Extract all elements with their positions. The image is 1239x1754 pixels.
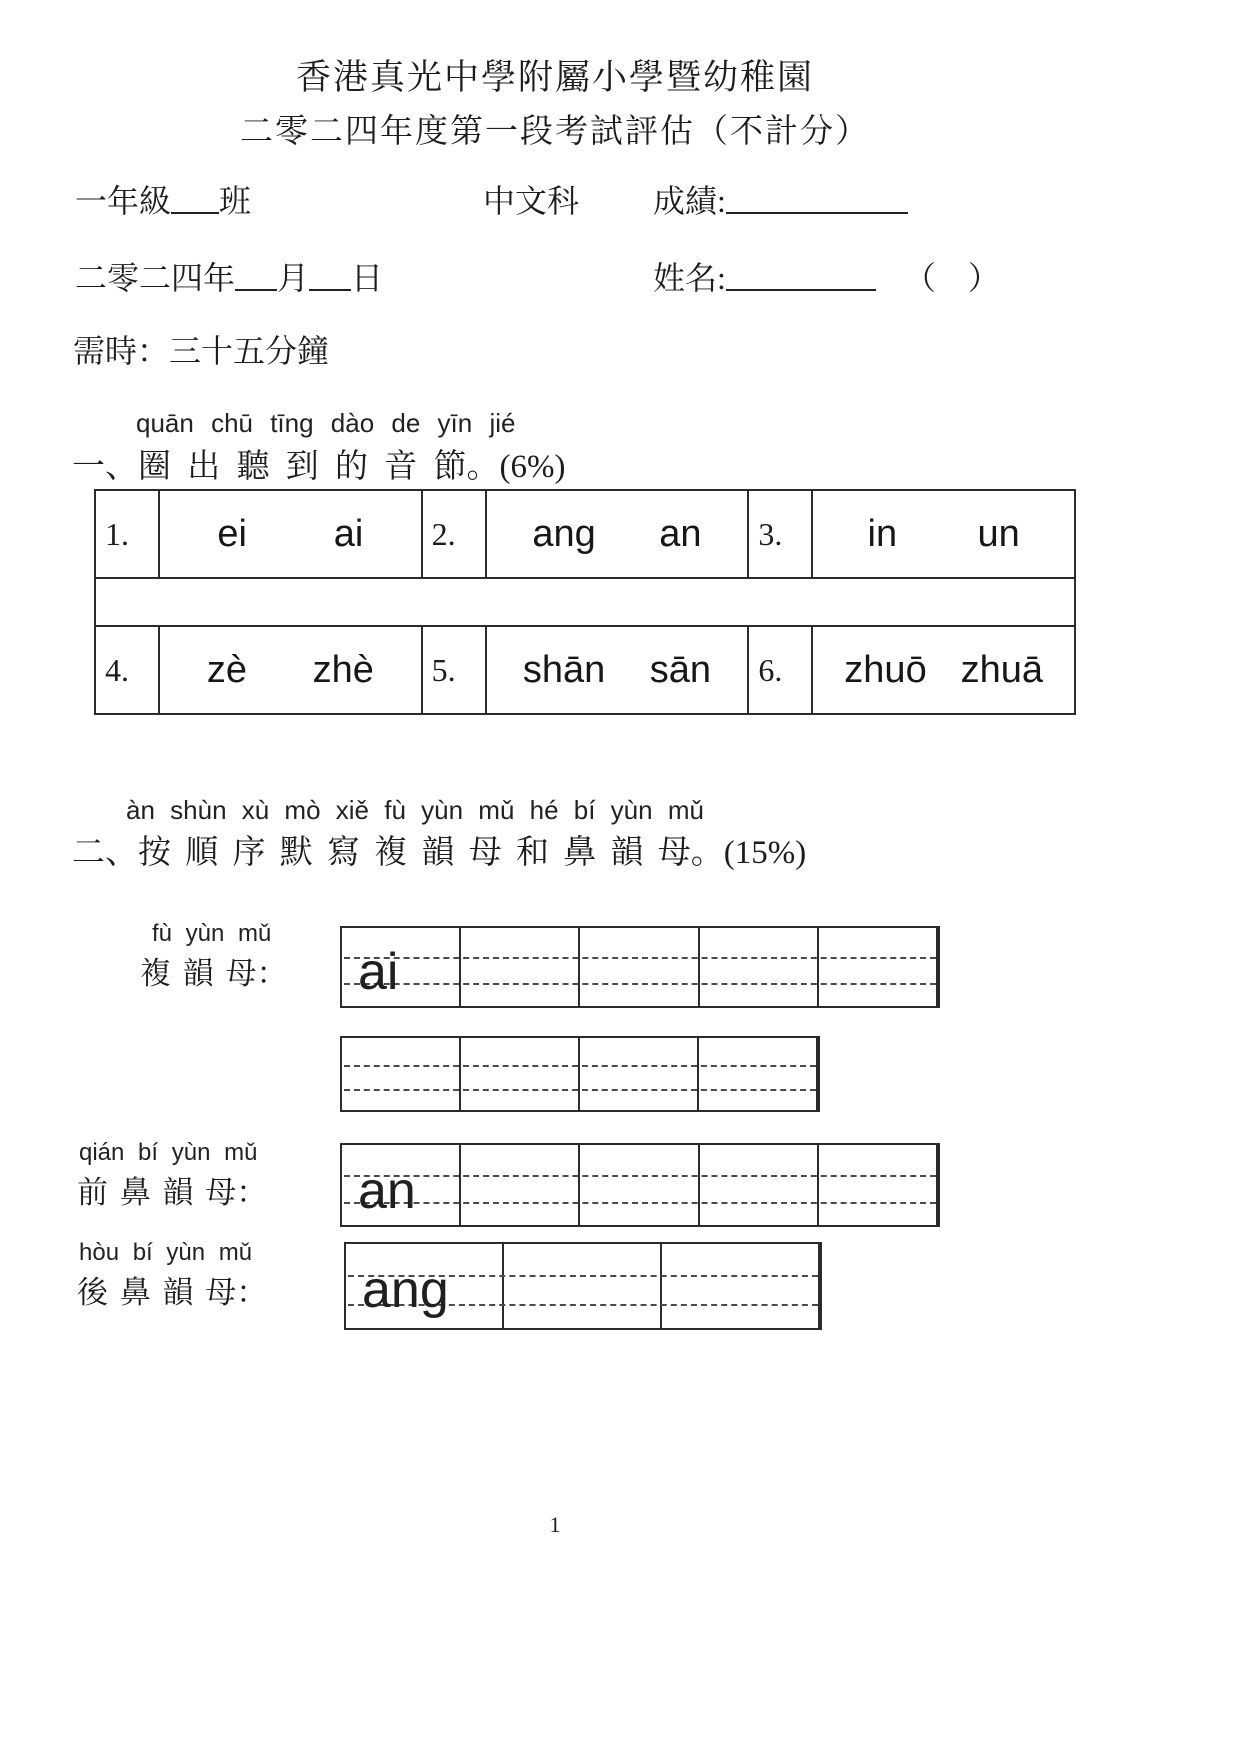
grade-label: 一年級 xyxy=(75,183,172,219)
name-blank xyxy=(726,289,876,291)
table-row xyxy=(96,627,1074,713)
listening-item-2 xyxy=(423,491,750,577)
score-blank xyxy=(726,212,908,214)
grid-cell xyxy=(461,928,580,1006)
table-spacer-row xyxy=(96,577,1074,627)
front-nasal-label: 前 鼻 韻 母： xyxy=(77,1175,268,1210)
class-suffix: 班 xyxy=(219,183,252,219)
option-a: zhuō xyxy=(844,648,927,691)
section2-pinyin: àn shùn xù mò xiě fù yùn mǔ hé bí yùn mǔ xyxy=(126,795,704,825)
grade-class-field xyxy=(75,176,251,222)
score-field xyxy=(653,176,908,222)
duration-note: 需時：三十五分鐘 xyxy=(73,333,330,369)
item-options xyxy=(160,491,421,577)
option-a: in xyxy=(867,512,898,555)
grid-cell xyxy=(342,1038,461,1110)
exam-title: 二零二四年度第一段考試評估（不計分） xyxy=(240,114,870,150)
compound-finals-pinyin: fù yùn mǔ xyxy=(152,920,272,947)
day-blank xyxy=(309,289,351,291)
writing-grid-compound-finals-row2 xyxy=(340,1036,820,1112)
option-a: shān xyxy=(522,648,606,691)
grid-cell xyxy=(504,1244,662,1328)
listening-item-4 xyxy=(96,627,423,713)
date-field xyxy=(75,253,383,299)
item-options xyxy=(487,627,748,713)
name-field xyxy=(653,253,1000,299)
item-number: 3. xyxy=(749,491,813,577)
name-brackets: （ ） xyxy=(903,260,1000,296)
back-nasal-pinyin: hòu bí yùn mǔ xyxy=(79,1239,253,1266)
option-b: ai xyxy=(333,512,364,555)
item-options xyxy=(813,627,1074,713)
answer-ang: ang xyxy=(362,1261,449,1319)
grid-cell xyxy=(346,1244,504,1328)
item-number: 4. xyxy=(96,627,160,713)
grid-cell xyxy=(700,928,819,1006)
option-b: an xyxy=(659,512,702,555)
writing-grid-front-nasal xyxy=(340,1143,940,1227)
option-b: un xyxy=(977,512,1020,555)
grid-cell xyxy=(699,1038,818,1110)
grid-cell xyxy=(819,928,938,1006)
section1-heading: 一、圈 出 聽 到 的 音 節。(6%) xyxy=(72,449,566,485)
writing-grid-compound-finals-row1 xyxy=(340,926,940,1008)
score-label: 成績: xyxy=(653,183,726,219)
item-number: 5. xyxy=(423,627,487,713)
front-nasal-pinyin: qián bí yùn mǔ xyxy=(79,1139,258,1166)
listening-item-1 xyxy=(96,491,423,577)
option-b: zhè xyxy=(312,648,374,691)
answer-an: an xyxy=(358,1162,416,1220)
page-number: 1 xyxy=(549,1512,561,1537)
grid-cell xyxy=(662,1244,820,1328)
listening-item-3 xyxy=(749,491,1074,577)
answer-ai: ai xyxy=(358,943,399,1001)
grid-cell xyxy=(461,1145,580,1225)
item-number: 2. xyxy=(423,491,487,577)
school-title: 香港真光中學附屬小學暨幼稚園 xyxy=(295,58,814,97)
writing-grid-back-nasal xyxy=(344,1242,822,1330)
grid-cell xyxy=(342,928,461,1006)
subject-label: 中文科 xyxy=(483,183,580,219)
option-a: ei xyxy=(217,512,247,555)
listening-item-5 xyxy=(423,627,750,713)
option-a: zè xyxy=(206,648,247,691)
item-options xyxy=(813,491,1074,577)
listening-item-6 xyxy=(749,627,1074,713)
class-blank xyxy=(171,212,219,214)
section1-pinyin: quān chū tīng dào de yīn jié xyxy=(136,408,516,438)
back-nasal-label: 後 鼻 韻 母： xyxy=(77,1275,268,1310)
name-label: 姓名: xyxy=(653,260,726,296)
compound-finals-label: 複 韻 母： xyxy=(140,956,288,991)
option-b: sān xyxy=(649,648,712,691)
grid-cell xyxy=(580,928,699,1006)
section2-heading: 二、按 順 序 默 寫 複 韻 母 和 鼻 韻 母。(15%) xyxy=(72,835,807,871)
grid-cell xyxy=(342,1145,461,1225)
item-options xyxy=(160,627,421,713)
month-label: 月 xyxy=(277,260,310,296)
grid-cell xyxy=(580,1145,699,1225)
option-b: zhuā xyxy=(960,648,1044,691)
item-options xyxy=(487,491,748,577)
day-label: 日 xyxy=(351,260,384,296)
option-a: ang xyxy=(532,512,596,555)
grid-cell xyxy=(700,1145,819,1225)
item-number: 1. xyxy=(96,491,160,577)
table-row xyxy=(96,491,1074,577)
listening-options-table xyxy=(94,489,1076,715)
grid-cell xyxy=(461,1038,580,1110)
item-number: 6. xyxy=(749,627,813,713)
year-label: 二零二四年 xyxy=(75,260,236,296)
grid-cell xyxy=(580,1038,699,1110)
month-blank xyxy=(235,289,277,291)
grid-cell xyxy=(819,1145,938,1225)
